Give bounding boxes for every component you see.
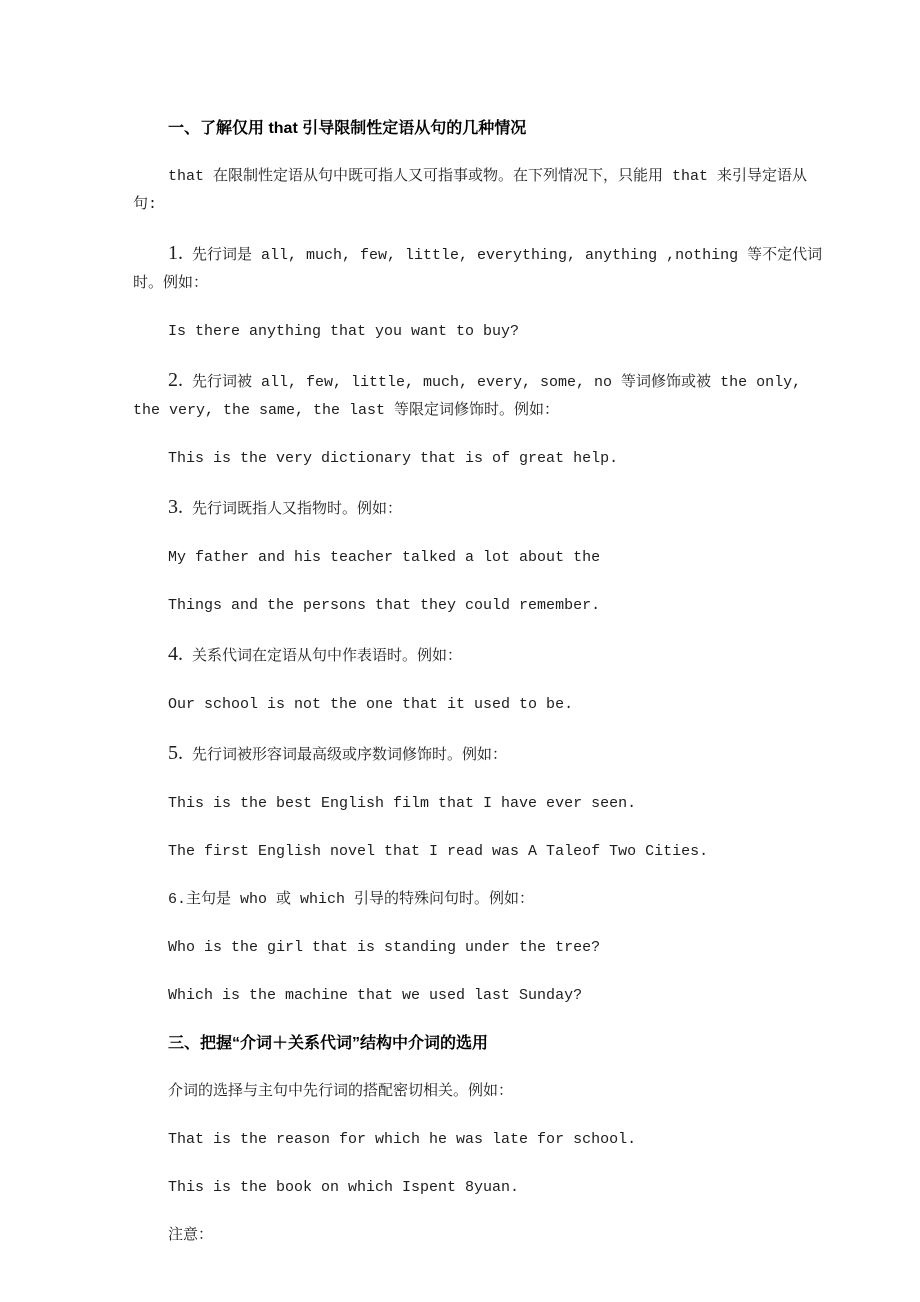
grammar-item-6 [133,886,825,914]
grammar-item-3 [133,493,825,524]
example-sentence: Things and the persons that they could remember. [168,597,601,614]
item-text: 先行词是 all, much, few, little, everything, anything ,nothing 等不定代词时。例如： [133,247,823,292]
note-label: 注意： [168,1227,214,1244]
item-text: 主句是 who 或 which 引导的特殊问句时。例如： [186,891,535,908]
example-sentence: This is the best English film that I have ever seen. [168,795,637,812]
example-sentence: This is the book on which Ispent 8yuan. [168,1179,520,1196]
example-sentence: Who is the girl that is standing under the tree? [168,939,601,956]
section3-heading: 三、把握“介词＋关系代词”结构中介词的选用 [168,1035,489,1052]
grammar-item-5 [133,739,825,770]
item-number: 1. [168,242,183,264]
item-number: 5. [168,742,183,764]
example-sentence: Our school is not the one that it used to be. [168,696,574,713]
section3-intro: 介词的选择与主句中先行词的搭配密切相关。例如： [168,1083,514,1100]
example-sentence: That is the reason for which he was late for school. [168,1131,637,1148]
example-sentence: The first English novel that I read was A Taleof Two Cities. [168,843,709,860]
section1-intro: that 在限制性定语从句中既可指人又可指事或物。在下列情况下，只能用 that 来引导定语从句: [133,168,808,213]
item-number: 6. [168,891,187,908]
item-number: 2. [168,369,183,391]
grammar-item-2 [133,366,825,425]
item-number: 4. [168,643,183,665]
item-text: 先行词被形容词最高级或序数词修饰时。例如： [192,747,508,764]
example-sentence: This is the very dictionary that is of great help. [168,450,619,467]
item-text: 先行词既指人又指物时。例如： [192,501,403,518]
example-sentence: Which is the machine that we used last Sunday? [168,987,583,1004]
grammar-item-4 [133,640,825,671]
example-sentence: My father and his teacher talked a lot about the [168,549,601,566]
section1-heading: 一、了解仅用 that 引导限制性定语从句的几种情况 [168,120,527,137]
item-number: 3. [168,496,183,518]
item-text: 关系代词在定语从句中作表语时。例如： [192,648,463,665]
grammar-item-1 [133,239,825,298]
example-sentence: Is there anything that you want to buy? [168,323,520,340]
item-text: 先行词被 all, few, little, much, every, some, no 等词修饰或被 the only, the very, the same, the last 等限定词修饰时。例如： [133,374,802,419]
